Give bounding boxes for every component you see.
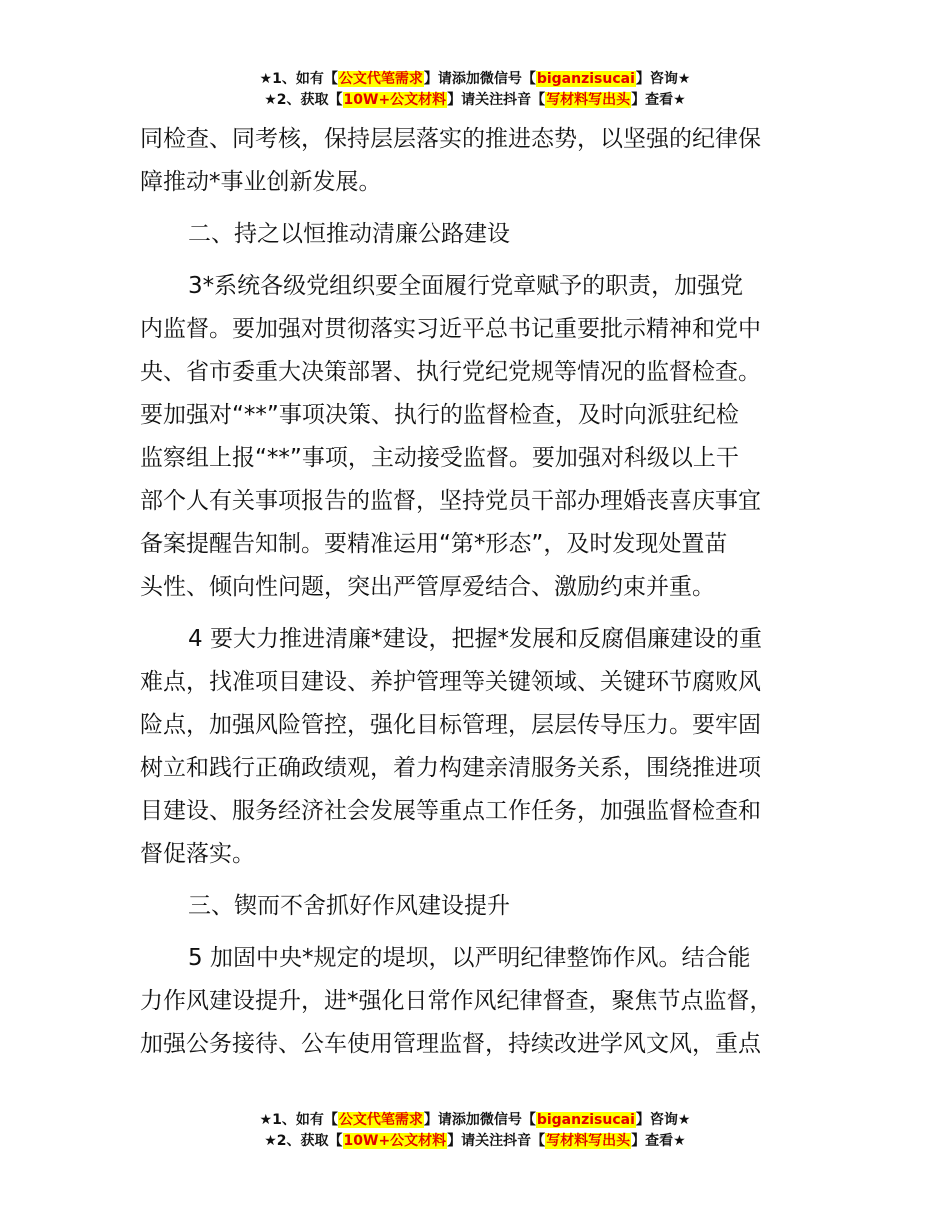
banner-highlight: 公文代笔需求 [338, 1112, 423, 1128]
paragraph-line: 督促落实。 [140, 841, 255, 867]
banner-line-2 [0, 1131, 950, 1152]
banner-text: 】请添加微信号【 [423, 71, 536, 87]
banner-highlight: 10W+公文材料 [343, 1133, 447, 1149]
banner-text: ★1、如有【 [259, 1112, 338, 1128]
paragraph-line: 头性、倾向性问题，突出严管厚爱结合、激励约束并重。 [140, 574, 715, 600]
banner-text: 】查看★ [631, 1133, 686, 1149]
paragraph-line: 险点，加强风险管控，强化目标管理，层层传导压力。要牢固 [140, 712, 761, 738]
banner-highlight: biganzisucai [536, 71, 635, 87]
banner-line-1 [0, 69, 950, 90]
paragraph-line: 4 要大力推进清廉*建设，把握*发展和反腐倡廉建设的重 [188, 626, 762, 652]
banner-text: 】咨询★ [635, 71, 691, 87]
paragraph-line: 目建设、服务经济社会发展等重点工作任务，加强监督检查和 [140, 798, 761, 824]
paragraph-line: 加强公务接待、公车使用管理监督，持续改进学风文风，重点 [140, 1031, 761, 1057]
paragraph-line: 部个人有关事项报告的监督，坚持党员干部办理婚丧喜庆事宜 [140, 488, 761, 514]
paragraph-line: 内监督。要加强对贯彻落实习近平总书记重要批示精神和党中 [140, 316, 761, 342]
footer-banner [0, 1110, 950, 1152]
paragraph-line: 难点，找准项目建设、养护管理等关键领域、关键环节腐败风 [140, 669, 761, 695]
banner-line-2 [0, 90, 950, 111]
header-banner [0, 69, 950, 111]
banner-highlight: 写材料写出头 [546, 92, 631, 108]
section-heading: 三、锲而不舍抓好作风建设提升 [188, 893, 510, 919]
banner-highlight: 写材料写出头 [546, 1133, 631, 1149]
banner-text: 】请关注抖音【 [447, 1133, 546, 1149]
paragraph-line: 央、省市委重大决策部署、执行党纪党规等情况的监督检查。 [140, 359, 761, 385]
banner-text: ★2、获取【 [264, 1133, 343, 1149]
document-body [140, 118, 830, 1066]
paragraph-line: 5 加固中央*规定的堤坝，以严明纪律整饰作风。结合能 [188, 945, 751, 971]
paragraph-line: 备案提醒告知制。要精准运用“第*形态”，及时发现处置苗 [140, 531, 728, 557]
banner-highlight: biganzisucai [536, 1112, 635, 1128]
banner-text: 】请添加微信号【 [423, 1112, 536, 1128]
banner-text: 】查看★ [631, 92, 686, 108]
banner-text: ★2、获取【 [264, 92, 343, 108]
paragraph-line: 障推动*事业创新发展。 [140, 169, 382, 195]
banner-line-1 [0, 1110, 950, 1131]
paragraph-line: 力作风建设提升，进*强化日常作风纪律督查，聚焦节点监督， [140, 988, 773, 1014]
paragraph-line: 树立和践行正确政绩观，着力构建亲清服务关系，围绕推进项 [140, 755, 761, 781]
banner-text: 】咨询★ [635, 1112, 691, 1128]
paragraph-line: 同检查、同考核，保持层层落实的推进态势，以坚强的纪律保 [140, 126, 761, 152]
paragraph-line: 要加强对“**”事项决策、执行的监督检查，及时向派驻纪检 [140, 402, 739, 428]
banner-highlight: 公文代笔需求 [338, 71, 423, 87]
paragraph-line: 3*系统各级党组织要全面履行党章赋予的职责，加强党 [188, 273, 744, 299]
banner-text: 】请关注抖音【 [447, 92, 546, 108]
section-heading: 二、持之以恒推动清廉公路建设 [188, 221, 510, 247]
paragraph-line: 监察组上报“**”事项，主动接受监督。要加强对科级以上干 [140, 445, 739, 471]
banner-highlight: 10W+公文材料 [343, 92, 447, 108]
banner-text: ★1、如有【 [259, 71, 338, 87]
